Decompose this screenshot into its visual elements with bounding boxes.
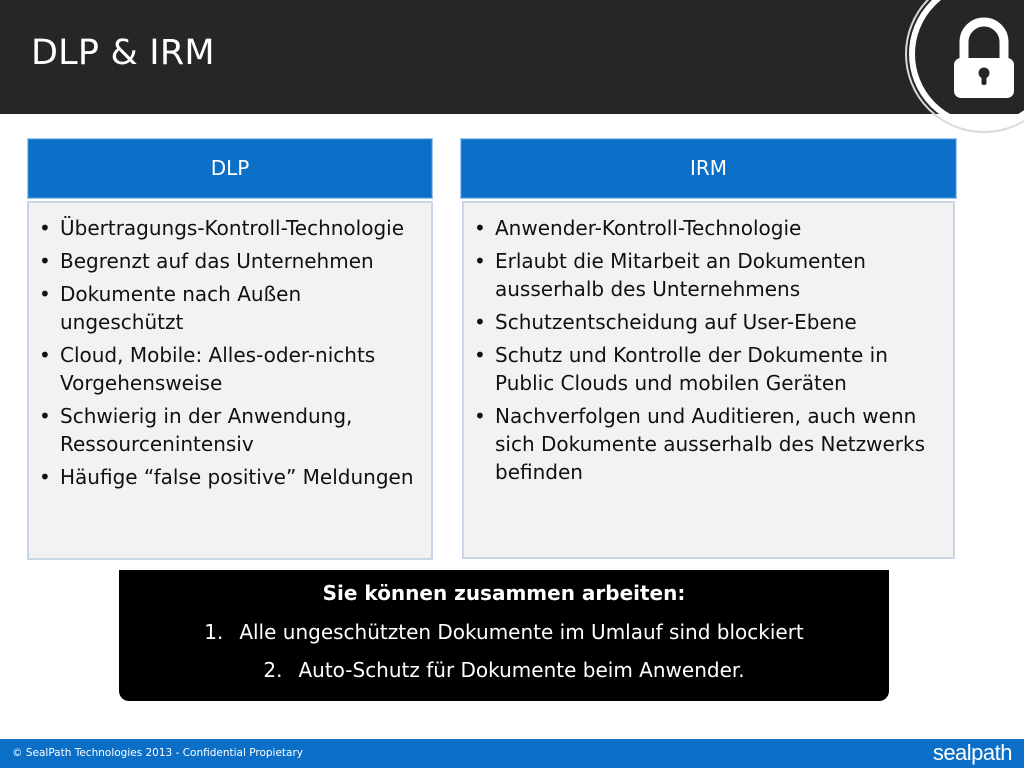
bullet-icon: •	[474, 216, 486, 240]
callout-list-item	[119, 618, 889, 646]
irm-bullet-list	[474, 214, 949, 491]
bullet-icon: •	[474, 343, 486, 367]
dlp-bullet-list	[39, 214, 429, 496]
bullet-icon: •	[39, 343, 51, 367]
bullet-icon: •	[39, 249, 51, 273]
bullet-icon: •	[39, 465, 51, 489]
callout-text: Auto-Schutz für Dokumente beim Anwender.	[298, 658, 745, 682]
list-number: 2.	[263, 658, 283, 682]
list-item: • Nachverfolgen und Auditieren, auch wenn sich Dokumente ausserhalb des Netzwerks befinden	[474, 404, 926, 484]
footer-copyright: © SealPath Technologies 2013 - Confidential Propietary	[12, 747, 304, 759]
callout-heading: Sie können zusammen arbeiten:	[322, 581, 686, 605]
header-band	[0, 0, 1024, 114]
list-item: • Anwender-Kontroll-Technologie	[474, 216, 802, 240]
dlp-column-panel	[27, 201, 433, 560]
slide-title: DLP & IRM	[31, 33, 215, 73]
bullet-icon: •	[39, 216, 51, 240]
footer-bar	[0, 739, 1024, 768]
bullet-icon: •	[474, 404, 486, 428]
bullet-icon: •	[474, 310, 486, 334]
callout-text: Alle ungeschützten Dokumente im Umlauf sind blockiert	[239, 620, 804, 644]
list-item: • Schutzentscheidung auf User-Ebene	[474, 310, 857, 334]
irm-column-header: IRM	[461, 139, 956, 198]
bullet-icon: •	[474, 249, 486, 273]
dlp-column-header: DLP	[28, 139, 432, 198]
bullet-icon: •	[39, 282, 51, 306]
list-item: • Begrenzt auf das Unternehmen	[39, 249, 374, 273]
list-item: • Häufige “false positive” Meldungen	[39, 465, 414, 489]
bullet-icon: •	[39, 404, 51, 428]
list-item: • Schwierig in der Anwendung, Ressourcenintensiv	[39, 404, 353, 456]
callout-box	[119, 570, 889, 701]
irm-column-panel	[462, 201, 955, 559]
callout-list-item	[119, 656, 889, 684]
lock-icon	[880, 0, 1024, 148]
list-item: • Cloud, Mobile: Alles-oder-nichts Vorgehensweise	[39, 343, 376, 395]
list-item: • Erlaubt die Mitarbeit an Dokumenten ausserhalb des Unternehmens	[474, 249, 866, 301]
list-item: • Dokumente nach Außen ungeschützt	[39, 282, 302, 334]
list-item: • Übertragungs-Kontroll-Technologie	[39, 216, 405, 240]
sealpath-logo: sealpath	[932, 740, 1012, 765]
list-item: • Schutz und Kontrolle der Dokumente in Public Clouds und mobilen Geräten	[474, 343, 888, 395]
list-number: 1.	[204, 620, 224, 644]
